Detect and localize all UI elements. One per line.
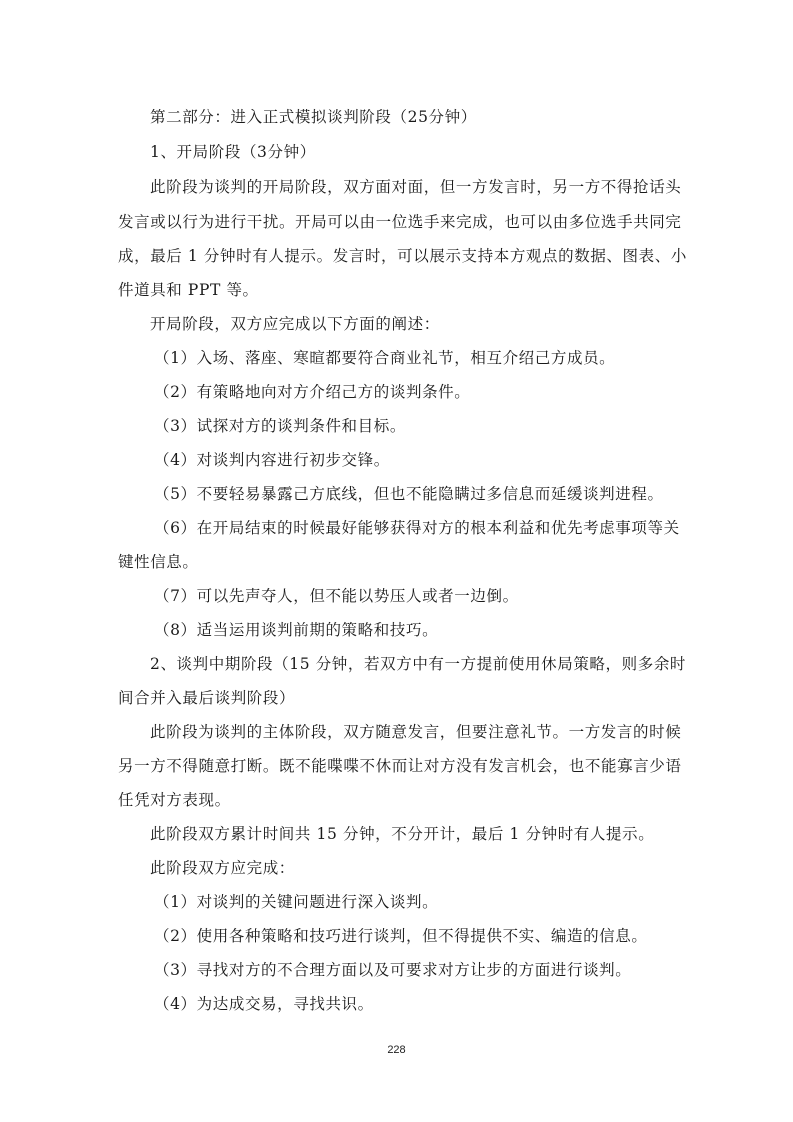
subsection-heading-continuation: 间合并入最后谈判阶段） [118,689,296,707]
list-item-continuation: 键性信息。 [118,553,199,571]
list-item: （8）适当运用谈判前期的策略和技巧。 [154,621,439,639]
list-item: （3）寻找对方的不合理方面以及可要求对方让步的方面进行谈判。 [154,961,632,979]
paragraph-line: 此阶段为谈判的主体阶段，双方随意发言，但要注意礼节。一方发言的时候 [150,723,682,741]
paragraph-line: 开局阶段，双方应完成以下方面的阐述： [150,315,440,333]
subsection-heading: 2、谈判中期阶段（15 分钟，若双方中有一方提前使用休局策略，则多余时 [150,655,687,673]
section-heading: 第二部分：进入正式模拟谈判阶段（25分钟） [150,108,477,126]
paragraph-line: 另一方不得随意打断。既不能喋喋不休而让对方没有发言机会，也不能寡言少语 [118,757,682,775]
page-number: 228 [387,1044,406,1056]
list-item: （1）对谈判的关键问题进行深入谈判。 [154,893,439,911]
paragraph-line: 此阶段双方累计时间共 15 分钟，不分开计，最后 1 分钟时有人提示。 [150,825,655,843]
paragraph-line: 成，最后 1 分钟时有人提示。发言时，可以展示支持本方观点的数据、图表、小 [118,247,687,265]
list-item: （7）可以先声夺人，但不能以势压人或者一边倒。 [154,587,519,605]
subsection-heading: 1、开局阶段（3分钟） [150,143,316,161]
list-item: （1）入场、落座、寒暄都要符合商业礼节，相互介绍己方成员。 [154,349,616,367]
list-item: （4）对谈判内容进行初步交锋。 [154,451,390,469]
paragraph-line: 此阶段双方应完成： [150,859,295,877]
list-item: （2）使用各种策略和技巧进行谈判，但不得提供不实、编造的信息。 [154,927,648,945]
list-item: （2）有策略地向对方介绍己方的谈判条件。 [154,383,471,401]
paragraph-line: 此阶段为谈判的开局阶段，双方面对面，但一方发言时，另一方不得抢话头 [150,178,682,196]
list-item: （3）试探对方的谈判条件和目标。 [154,417,406,435]
paragraph-line: 任凭对方表现。 [118,791,231,809]
paragraph-line: 件道具和 PPT 等。 [118,281,259,299]
list-item: （5）不要轻易暴露己方底线，但也不能隐瞒过多信息而延缓谈判进程。 [154,485,664,503]
paragraph-line: 发言或以行为进行干扰。开局可以由一位选手来完成，也可以由多位选手共同完 [118,213,682,231]
list-item: （4）为达成交易，寻找共识。 [154,995,374,1013]
list-item: （6）在开局结束的时候最好能够获得对方的根本利益和优先考虑事项等关 [154,519,680,537]
